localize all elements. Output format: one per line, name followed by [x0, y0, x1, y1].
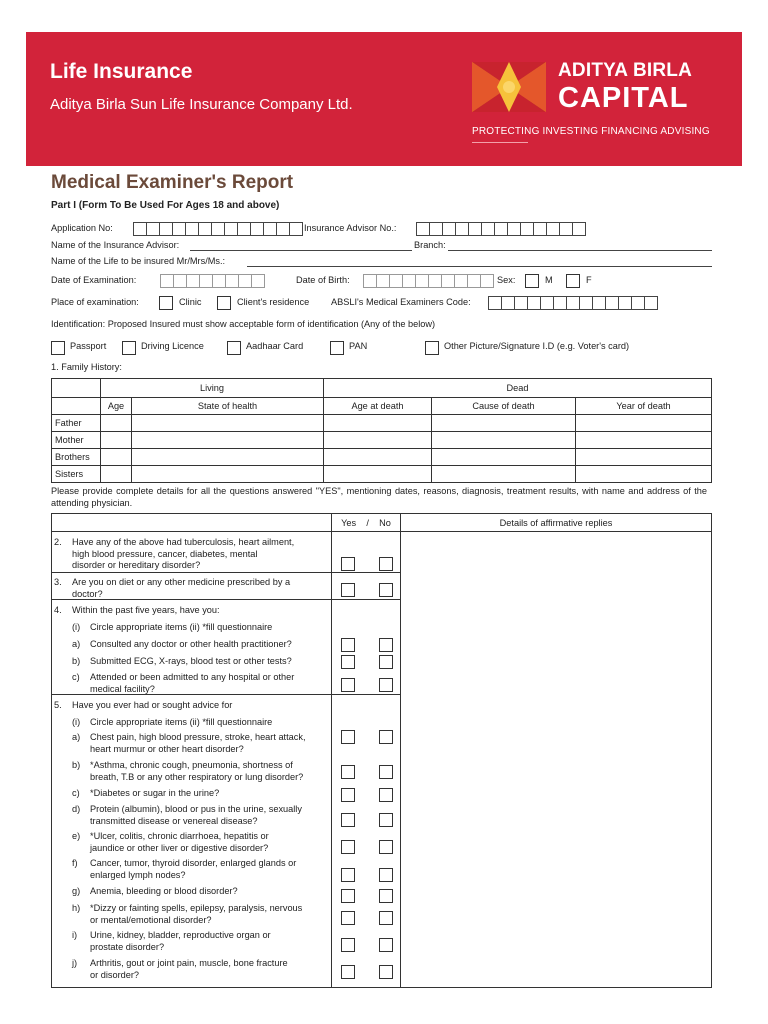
- q4b-yes-checkbox[interactable]: [341, 655, 355, 669]
- examiner-code-label: ABSLI's Medical Examiners Code:: [331, 297, 471, 307]
- fh-cell[interactable]: [132, 466, 324, 483]
- aadhaar-checkbox[interactable]: [227, 341, 241, 355]
- slash-label: /: [366, 517, 369, 528]
- place-label: Place of examination:: [51, 297, 139, 307]
- fh-cell[interactable]: [324, 466, 432, 483]
- other-id-label: Other Picture/Signature I.D (e.g. Voter's card): [444, 341, 630, 351]
- date-exam-label: Date of Examination:: [51, 275, 137, 285]
- q5j-line1: Arthritis, gout or joint pain, muscle, bone fracture: [90, 958, 288, 968]
- q5b-line2: breath, T.B or any other respiratory or lung disorder?: [90, 771, 304, 782]
- residence-label: Client's residence: [237, 297, 310, 307]
- driving-licence-checkbox[interactable]: [122, 341, 136, 355]
- q5i2-line1: Urine, kidney, bladder, reproductive organ or: [90, 930, 271, 940]
- pan-label: PAN: [349, 341, 368, 351]
- q4c-text: [90, 672, 294, 695]
- q4a-text: Consulted any doctor or other health practitioner?: [90, 639, 292, 649]
- branch-label: Branch:: [414, 240, 446, 250]
- q4b-number: b): [72, 656, 81, 666]
- fh-cell[interactable]: [576, 449, 712, 466]
- passport-checkbox[interactable]: [51, 341, 65, 355]
- form-title: Medical Examiner's Report: [51, 172, 294, 193]
- q2-line1: Have any of the above had tuberculosis, heart ailment,: [72, 537, 295, 547]
- sex-m-label: M: [545, 275, 553, 285]
- header-banner: [26, 32, 742, 166]
- q5h-line2: or mental/emotional disorder?: [90, 914, 212, 925]
- branch-field[interactable]: [448, 250, 712, 251]
- identification-label: Identification: Proposed Insured must show acceptable form of identification (Any of the below): [51, 319, 436, 329]
- q5f-line1: Cancer, tumor, thyroid disorder, enlarged glands or: [90, 858, 297, 868]
- q4-number: 4.: [54, 605, 62, 615]
- q5d-text: [90, 804, 302, 827]
- q5c-no-checkbox[interactable]: [379, 788, 393, 802]
- clinic-label: Clinic: [179, 297, 202, 307]
- q5d-line1: Protein (albumin), blood or pus in the urine, sexually: [90, 804, 302, 814]
- life-insured-field[interactable]: [247, 266, 712, 267]
- dob-label: Date of Birth:: [296, 275, 350, 285]
- q2-number: 2.: [54, 537, 62, 547]
- q5h-number: h): [72, 903, 81, 913]
- q5j-line2: or disorder?: [90, 969, 140, 980]
- q5f-text: [90, 858, 296, 881]
- fh-corner: [52, 379, 101, 398]
- fh-row-mother: Mother: [52, 432, 101, 449]
- application-no-boxes[interactable]: [133, 222, 302, 236]
- brand-line1: ADITYA BIRLA: [558, 60, 692, 81]
- q5a-yes-checkbox[interactable]: [341, 730, 355, 744]
- fh-col-cause: Cause of death: [432, 398, 576, 415]
- fh-cell[interactable]: [576, 432, 712, 449]
- fh-col-state: State of health: [132, 398, 324, 415]
- details-area[interactable]: [401, 532, 712, 988]
- no-label: No: [379, 517, 391, 528]
- q-head-yesno: [332, 514, 401, 532]
- q5f-number: f): [72, 858, 78, 868]
- q5i2-no-checkbox[interactable]: [379, 938, 393, 952]
- q5e-yes-checkbox[interactable]: [341, 840, 355, 854]
- q5a-no-checkbox[interactable]: [379, 730, 393, 744]
- driving-licence-label: Driving Licence: [141, 341, 204, 351]
- yes-label: Yes: [341, 517, 357, 528]
- advisor-name-label: Name of the Insurance Advisor:: [51, 240, 180, 250]
- q5i-text: Circle appropriate items (ii) *fill questionnaire: [90, 717, 273, 727]
- q3-no-checkbox[interactable]: [379, 583, 393, 597]
- brand-tagline: PROTECTING INVESTING FINANCING ADVISING: [472, 126, 710, 137]
- aadhaar-label: Aadhaar Card: [246, 341, 304, 351]
- q5i2-number: i): [72, 930, 78, 940]
- q2-line2: high blood pressure, cancer, diabetes, mental: [72, 548, 258, 559]
- q4-text: Within the past five years, have you:: [72, 605, 220, 615]
- q5d-number: d): [72, 804, 81, 814]
- q4a-no-checkbox[interactable]: [379, 638, 393, 652]
- fh-cell[interactable]: [132, 415, 324, 432]
- fh-blank: [52, 398, 101, 415]
- q4b-no-checkbox[interactable]: [379, 655, 393, 669]
- sex-f-label: F: [586, 275, 592, 285]
- q5g-no-checkbox[interactable]: [379, 889, 393, 903]
- fh-row-sisters: Sisters: [52, 466, 101, 483]
- fh-cell[interactable]: [101, 449, 132, 466]
- fh-col-year: Year of death: [576, 398, 712, 415]
- instruction-note: Please provide complete details for all the questions answered "YES", mentioning dates, reasons, diagnosis, treatment results, with name and address of the attending physician.: [51, 486, 707, 508]
- q2-text: [72, 537, 294, 572]
- q3-yes-checkbox[interactable]: [341, 583, 355, 597]
- q5e-number: e): [72, 831, 81, 841]
- advisor-name-field[interactable]: [190, 250, 412, 251]
- q4b-text: Submitted ECG, X-rays, blood test or other tests?: [90, 656, 292, 666]
- fh-cell[interactable]: [101, 415, 132, 432]
- q5i2-text: [90, 930, 271, 953]
- q4c-yes-checkbox[interactable]: [341, 678, 355, 692]
- fh-cell[interactable]: [101, 432, 132, 449]
- fh-cell[interactable]: [576, 466, 712, 483]
- fh-living-header: Living: [101, 379, 324, 398]
- q5e-line1: *Ulcer, colitis, chronic diarrhoea, hepatitis or: [90, 831, 269, 841]
- q5i-number: (i): [72, 717, 81, 727]
- q4a-number: a): [72, 639, 81, 649]
- q5-text: Have you ever had or sought advice for: [72, 700, 233, 710]
- q5e-text: [90, 831, 269, 854]
- q5d-line2: transmitted disease or venereal disease?: [90, 815, 258, 826]
- q4i-text: Circle appropriate items (ii) *fill questionnaire: [90, 622, 273, 632]
- q5h-text: [90, 903, 302, 926]
- sex-label: Sex:: [497, 275, 516, 285]
- q5b-yes-checkbox[interactable]: [341, 765, 355, 779]
- q5h-no-checkbox[interactable]: [379, 911, 393, 925]
- q5e-line2: jaundice or other liver or digestive disorder?: [90, 842, 269, 853]
- fh-col-age-death: Age at death: [324, 398, 432, 415]
- q5g-number: g): [72, 886, 81, 896]
- examiner-code-boxes[interactable]: [488, 296, 657, 310]
- q5j-no-checkbox[interactable]: [379, 965, 393, 979]
- q5e-no-checkbox[interactable]: [379, 840, 393, 854]
- q4c-number: c): [72, 672, 80, 682]
- pan-checkbox[interactable]: [330, 341, 344, 355]
- q3-line1: Are you on diet or any other medicine prescribed by a: [72, 577, 291, 587]
- q5h-yes-checkbox[interactable]: [341, 911, 355, 925]
- q5j-yes-checkbox[interactable]: [341, 965, 355, 979]
- sex-m-checkbox[interactable]: [525, 274, 539, 288]
- q5b-number: b): [72, 760, 81, 770]
- clinic-checkbox[interactable]: [159, 296, 173, 310]
- fh-cell[interactable]: [101, 466, 132, 483]
- q5d-no-checkbox[interactable]: [379, 813, 393, 827]
- q3-line2: doctor?: [72, 588, 103, 599]
- tagline-divider: [472, 142, 528, 143]
- residence-checkbox[interactable]: [217, 296, 231, 310]
- form-subtitle: Part I (Form To Be Used For Ages 18 and above): [51, 200, 280, 211]
- sex-f-checkbox[interactable]: [566, 274, 580, 288]
- fh-row-brothers: Brothers: [52, 449, 101, 466]
- q-head-details: Details of affirmative replies: [401, 514, 712, 532]
- q5c-text: *Diabetes or sugar in the urine?: [90, 788, 220, 798]
- q5b-text: [90, 760, 303, 783]
- life-insured-label: Name of the Life to be insured Mr/Mrs/Ms.:: [51, 256, 226, 266]
- q5-number: 5.: [54, 700, 62, 710]
- fh-cell[interactable]: [324, 415, 432, 432]
- family-history-table: [51, 378, 712, 483]
- date-exam-boxes[interactable]: [160, 274, 264, 288]
- q5c-yes-checkbox[interactable]: [341, 788, 355, 802]
- fh-row-father: Father: [52, 415, 101, 432]
- q5j-number: j): [72, 958, 78, 968]
- fh-cell[interactable]: [432, 415, 576, 432]
- q-head-blank: [52, 514, 332, 532]
- q5f-yes-checkbox[interactable]: [341, 868, 355, 882]
- other-id-checkbox[interactable]: [425, 341, 439, 355]
- q4i-number: (i): [72, 622, 81, 632]
- fh-col-age: Age: [101, 398, 132, 415]
- company-name: Aditya Birla Sun Life Insurance Company Ltd.: [50, 96, 353, 113]
- dob-boxes[interactable]: [363, 274, 493, 288]
- advisor-no-label: Insurance Advisor No.:: [304, 223, 397, 233]
- q3-number: 3.: [54, 577, 62, 587]
- q4c-line2: medical facility?: [90, 683, 155, 694]
- q5a-line2: heart murmur or other heart disorder?: [90, 743, 244, 754]
- q2-line3: disorder or hereditary disorder?: [72, 560, 201, 570]
- q5i2-line2: prostate disorder?: [90, 941, 165, 952]
- fh-cell[interactable]: [432, 449, 576, 466]
- fh-cell[interactable]: [324, 449, 432, 466]
- q5a-line1: Chest pain, high blood pressure, stroke, heart attack,: [90, 732, 306, 742]
- family-history-label: 1. Family History:: [51, 362, 122, 372]
- fh-cell[interactable]: [432, 466, 576, 483]
- q5h-line1: *Dizzy or fainting spells, epilepsy, paralysis, nervous: [90, 903, 303, 913]
- q2-yes-checkbox[interactable]: [341, 557, 355, 571]
- header-title: Life Insurance: [50, 60, 193, 83]
- q5a-number: a): [72, 732, 81, 742]
- q5b-no-checkbox[interactable]: [379, 765, 393, 779]
- q5a-text: [90, 732, 306, 755]
- advisor-no-boxes[interactable]: [416, 222, 585, 236]
- q5f-no-checkbox[interactable]: [379, 868, 393, 882]
- q5b-line1: *Asthma, chronic cough, pneumonia, shortness of: [90, 760, 293, 770]
- q2-no-checkbox[interactable]: [379, 557, 393, 571]
- q5d-yes-checkbox[interactable]: [341, 813, 355, 827]
- q3-text: [72, 577, 290, 600]
- fh-cell[interactable]: [132, 449, 324, 466]
- q4c-line1: Attended or been admitted to any hospital or other: [90, 672, 295, 682]
- q5i2-yes-checkbox[interactable]: [341, 938, 355, 952]
- q5f-line2: enlarged lymph nodes?: [90, 869, 186, 880]
- q5g-yes-checkbox[interactable]: [341, 889, 355, 903]
- passport-label: Passport: [70, 341, 107, 351]
- application-no-label: Application No:: [51, 223, 113, 233]
- fh-cell[interactable]: [576, 415, 712, 432]
- brand-line2: CAPITAL: [558, 82, 689, 114]
- q4a-yes-checkbox[interactable]: [341, 638, 355, 652]
- fh-cell[interactable]: [432, 432, 576, 449]
- fh-cell[interactable]: [132, 432, 324, 449]
- aditya-birla-logo-icon: [472, 62, 546, 112]
- q5g-text: Anemia, bleeding or blood disorder?: [90, 886, 238, 896]
- q4c-no-checkbox[interactable]: [379, 678, 393, 692]
- fh-dead-header: Dead: [324, 379, 712, 398]
- q5j-text: [90, 958, 288, 981]
- fh-cell[interactable]: [324, 432, 432, 449]
- q5c-number: c): [72, 788, 80, 798]
